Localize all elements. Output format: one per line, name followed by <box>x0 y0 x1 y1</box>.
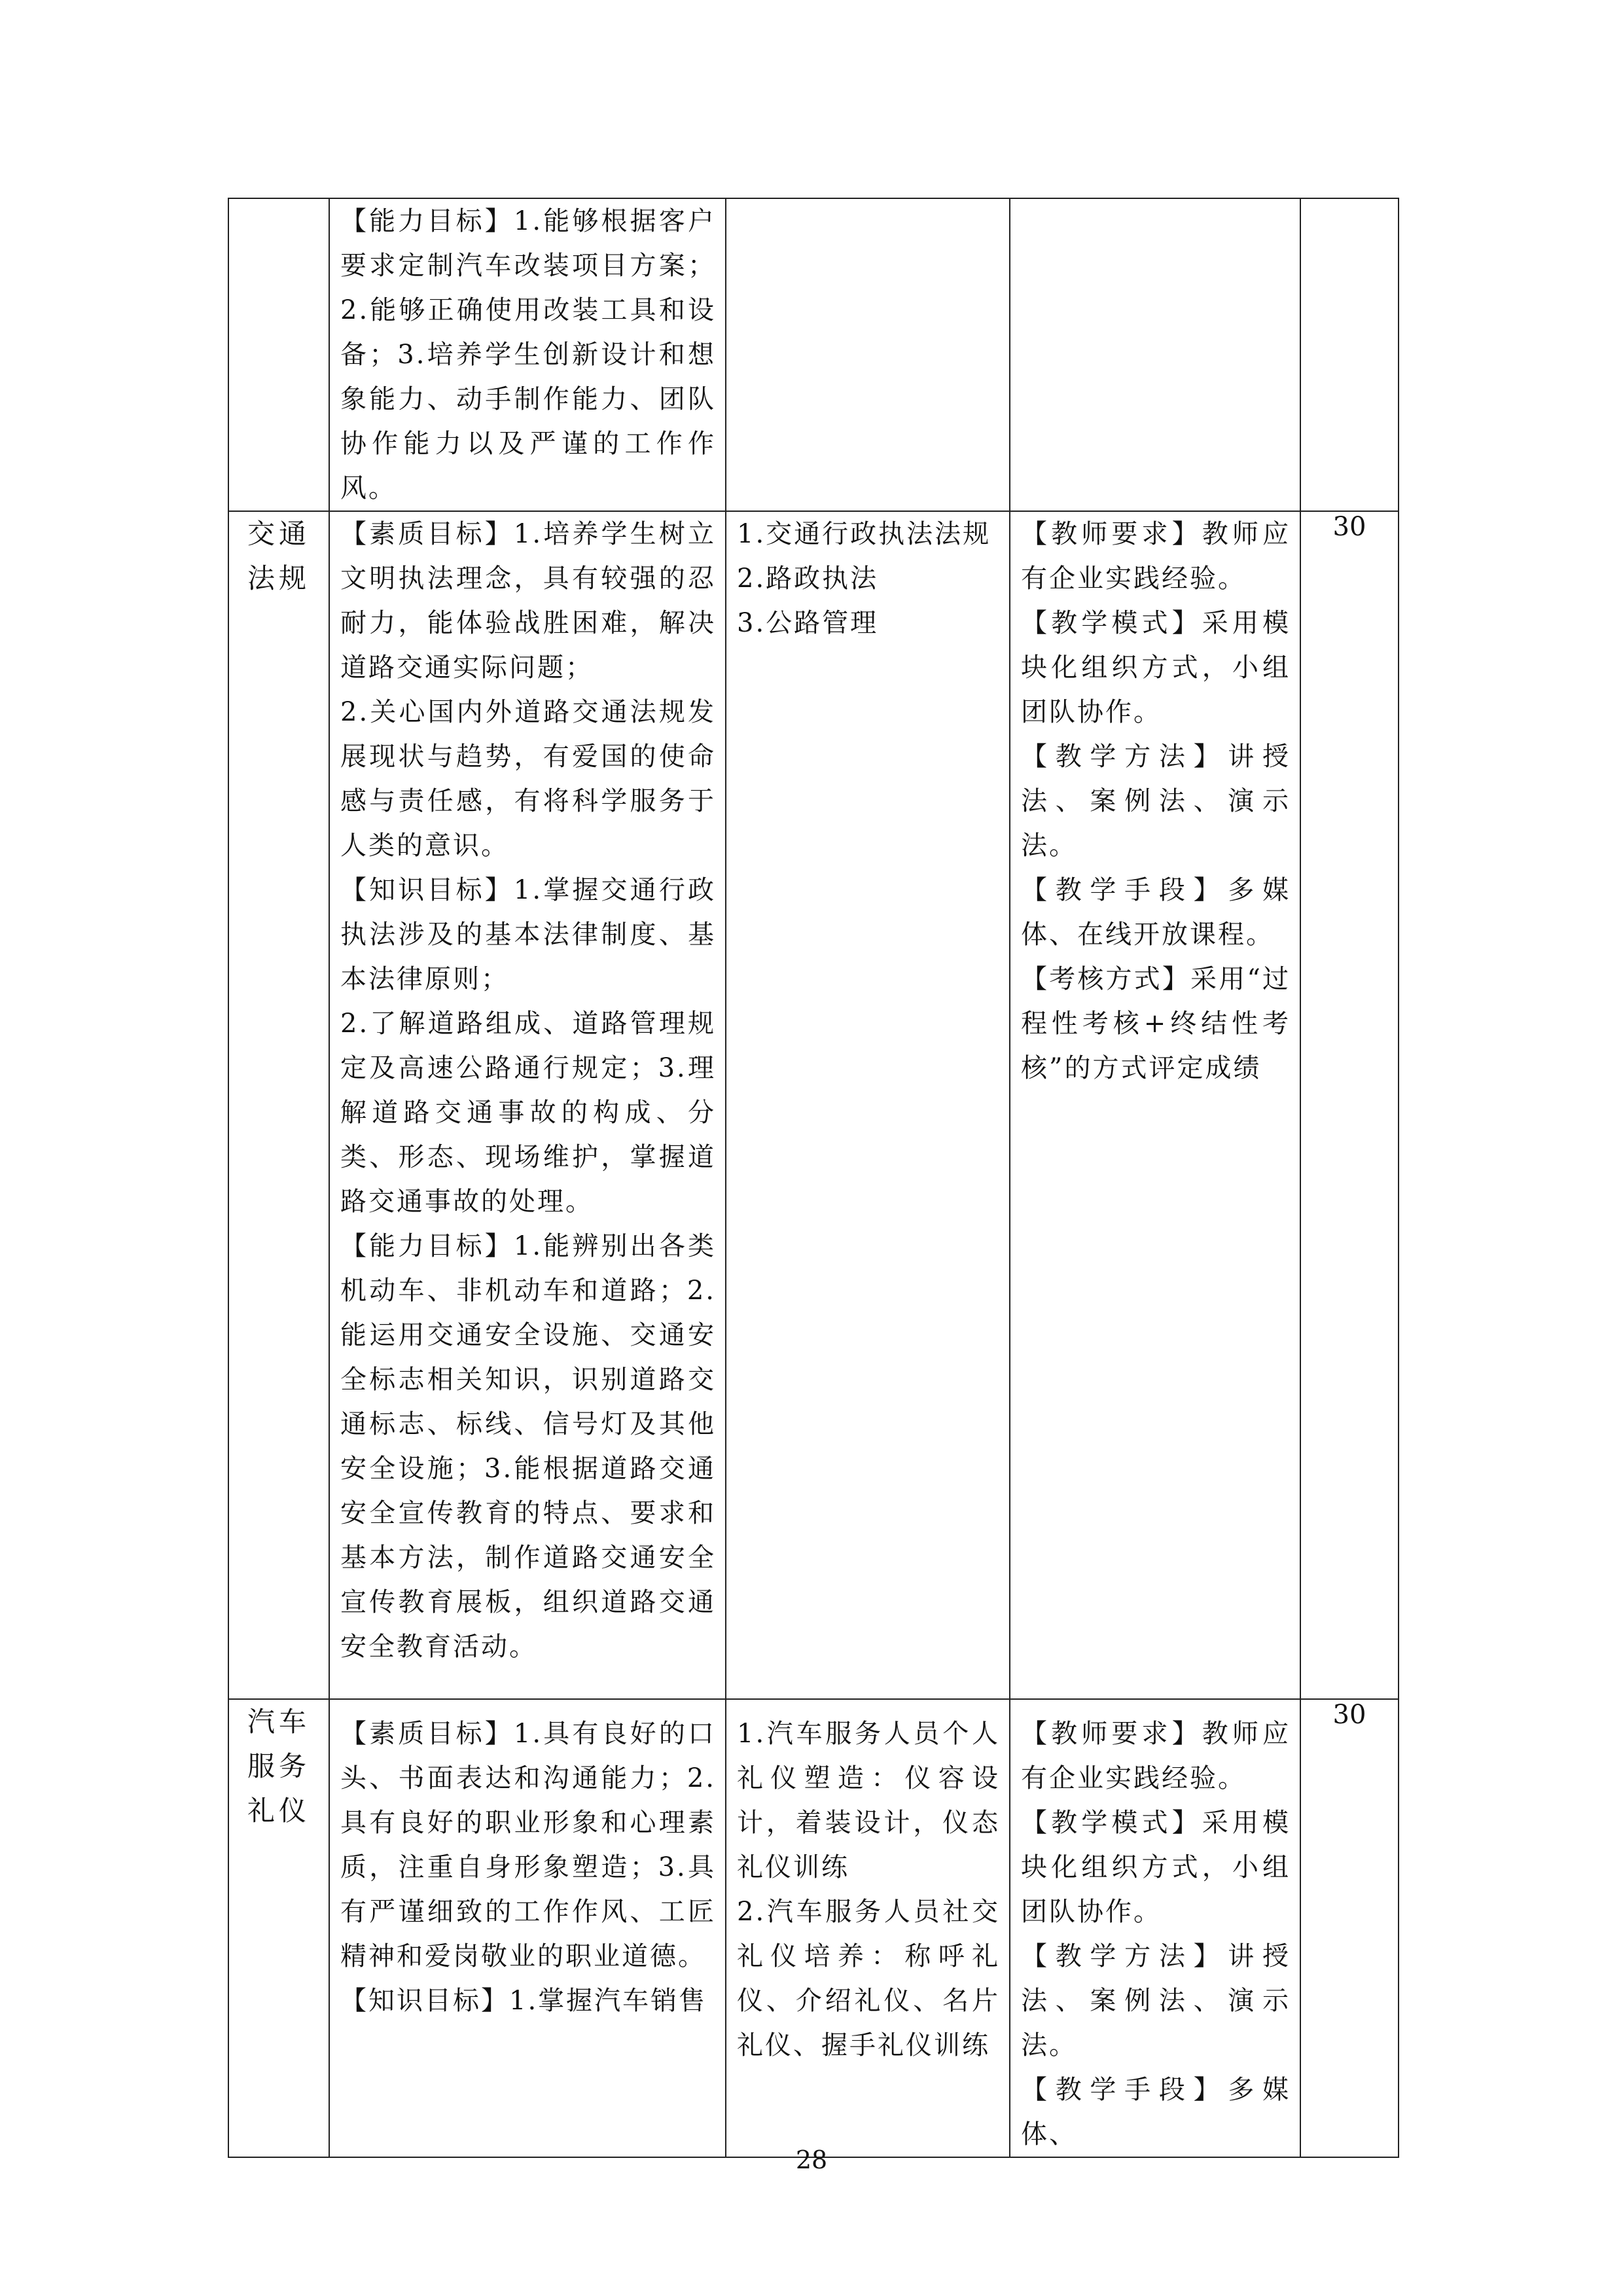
page-number: 28 <box>795 2145 828 2174</box>
course-name-cell <box>228 511 329 1699</box>
hours-value: 30 <box>1332 1700 1366 1730</box>
hours-cell <box>1300 198 1399 511</box>
content-cell <box>726 511 1010 1699</box>
table-row <box>228 1699 1399 2157</box>
requirement-item: 【教学手段】多媒体、 <box>1021 2075 1291 2149</box>
target-text: 【素质目标】1.培养学生树立文明执法理念，具有较强的忍耐力，能体验战胜困难，解决道路交通实际问题； <box>340 519 716 683</box>
requirements-cell <box>1010 198 1300 511</box>
requirement-item: 【教学方法】讲授法、案例法、演示法。 <box>1021 1941 1291 2060</box>
target-text: 【知识目标】1.掌握汽车销售 <box>340 1986 707 2016</box>
requirements-cell <box>1010 1699 1300 2157</box>
content-item: 1.汽车服务人员个人礼仪塑造：仪容设计，着装设计，仪态礼仪训练 <box>737 1719 1000 1882</box>
content-item: 2.汽车服务人员社交礼仪培养：称呼礼仪、介绍礼仪、名片礼仪、握手礼仪训练 <box>737 1897 1000 2060</box>
hours-cell <box>1300 1699 1399 2157</box>
content-item: 3.公路管理 <box>737 608 879 638</box>
course-name-cell <box>228 198 329 511</box>
content-cell <box>726 198 1010 511</box>
table-row <box>228 511 1399 1699</box>
target-text: 【能力目标】1.能够根据客户要求定制汽车改装项目方案；2.能够正确使用改装工具和设备；3.培养学生创新设计和想象能力、动手制作能力、团队协作能力以及严谨的工作作风。 <box>340 206 716 503</box>
target-text: 2.关心国内外道路交通法规发展现状与趋势，有爱国的使命感与责任感，有将科学服务于人类的意识。 <box>340 697 716 861</box>
target-text: 【能力目标】1.能辨别出各类机动车、非机动车和道路；2.能运用交通安全设施、交通安全标志相关知识，识别道路交通标志、标线、信号灯及其他安全设施；3.能根据道路交通安全宣传教育的特点、要求和基本方法，制作道路交通安全宣传教育展板，组织道路交通安全教育活动。 <box>340 1231 716 1662</box>
targets-cell <box>329 1699 726 2157</box>
requirement-item: 【教学方法】讲授法、案例法、演示法。 <box>1021 742 1291 861</box>
course-name: 交通法规 <box>247 518 311 594</box>
content-cell <box>726 1699 1010 2157</box>
requirement-item: 【教师要求】教师应有企业实践经验。 <box>1021 1719 1291 1793</box>
targets-cell <box>329 511 726 1699</box>
hours-cell <box>1300 511 1399 1699</box>
course-name-cell <box>228 1699 329 2157</box>
targets-cell <box>329 198 726 511</box>
table-row <box>228 198 1399 511</box>
requirement-item: 【教师要求】教师应有企业实践经验。 <box>1021 519 1291 594</box>
content-item: 1.交通行政执法法规 <box>737 519 991 549</box>
content-item: 2.路政执法 <box>737 564 879 594</box>
target-text: 【知识目标】1.掌握交通行政执法涉及的基本法律制度、基本法律原则； <box>340 875 716 994</box>
requirement-item: 【教学手段】多媒体、在线开放课程。 <box>1021 875 1291 950</box>
target-text: 2.了解道路组成、道路管理规定及高速公路通行规定；3.理解道路交通事故的构成、分类、形态、现场维护，掌握道路交通事故的处理。 <box>340 1009 716 1217</box>
requirement-item: 【考核方式】采用“过程性考核+终结性考核”的方式评定成绩 <box>1021 964 1291 1083</box>
requirement-item: 【教学模式】采用模块化组织方式，小组团队协作。 <box>1021 608 1291 727</box>
hours-value: 30 <box>1332 512 1366 542</box>
requirements-cell <box>1010 511 1300 1699</box>
course-table <box>228 198 1399 2158</box>
course-name: 汽车服务礼仪 <box>247 1706 311 1827</box>
target-text: 【素质目标】1.具有良好的口头、书面表达和沟通能力；2.具有良好的职业形象和心理素质，注重自身形象塑造；3.具有严谨细致的工作作风、工匠精神和爱岗敬业的职业道德。 <box>340 1719 716 1971</box>
requirement-item: 【教学模式】采用模块化组织方式，小组团队协作。 <box>1021 1808 1291 1927</box>
